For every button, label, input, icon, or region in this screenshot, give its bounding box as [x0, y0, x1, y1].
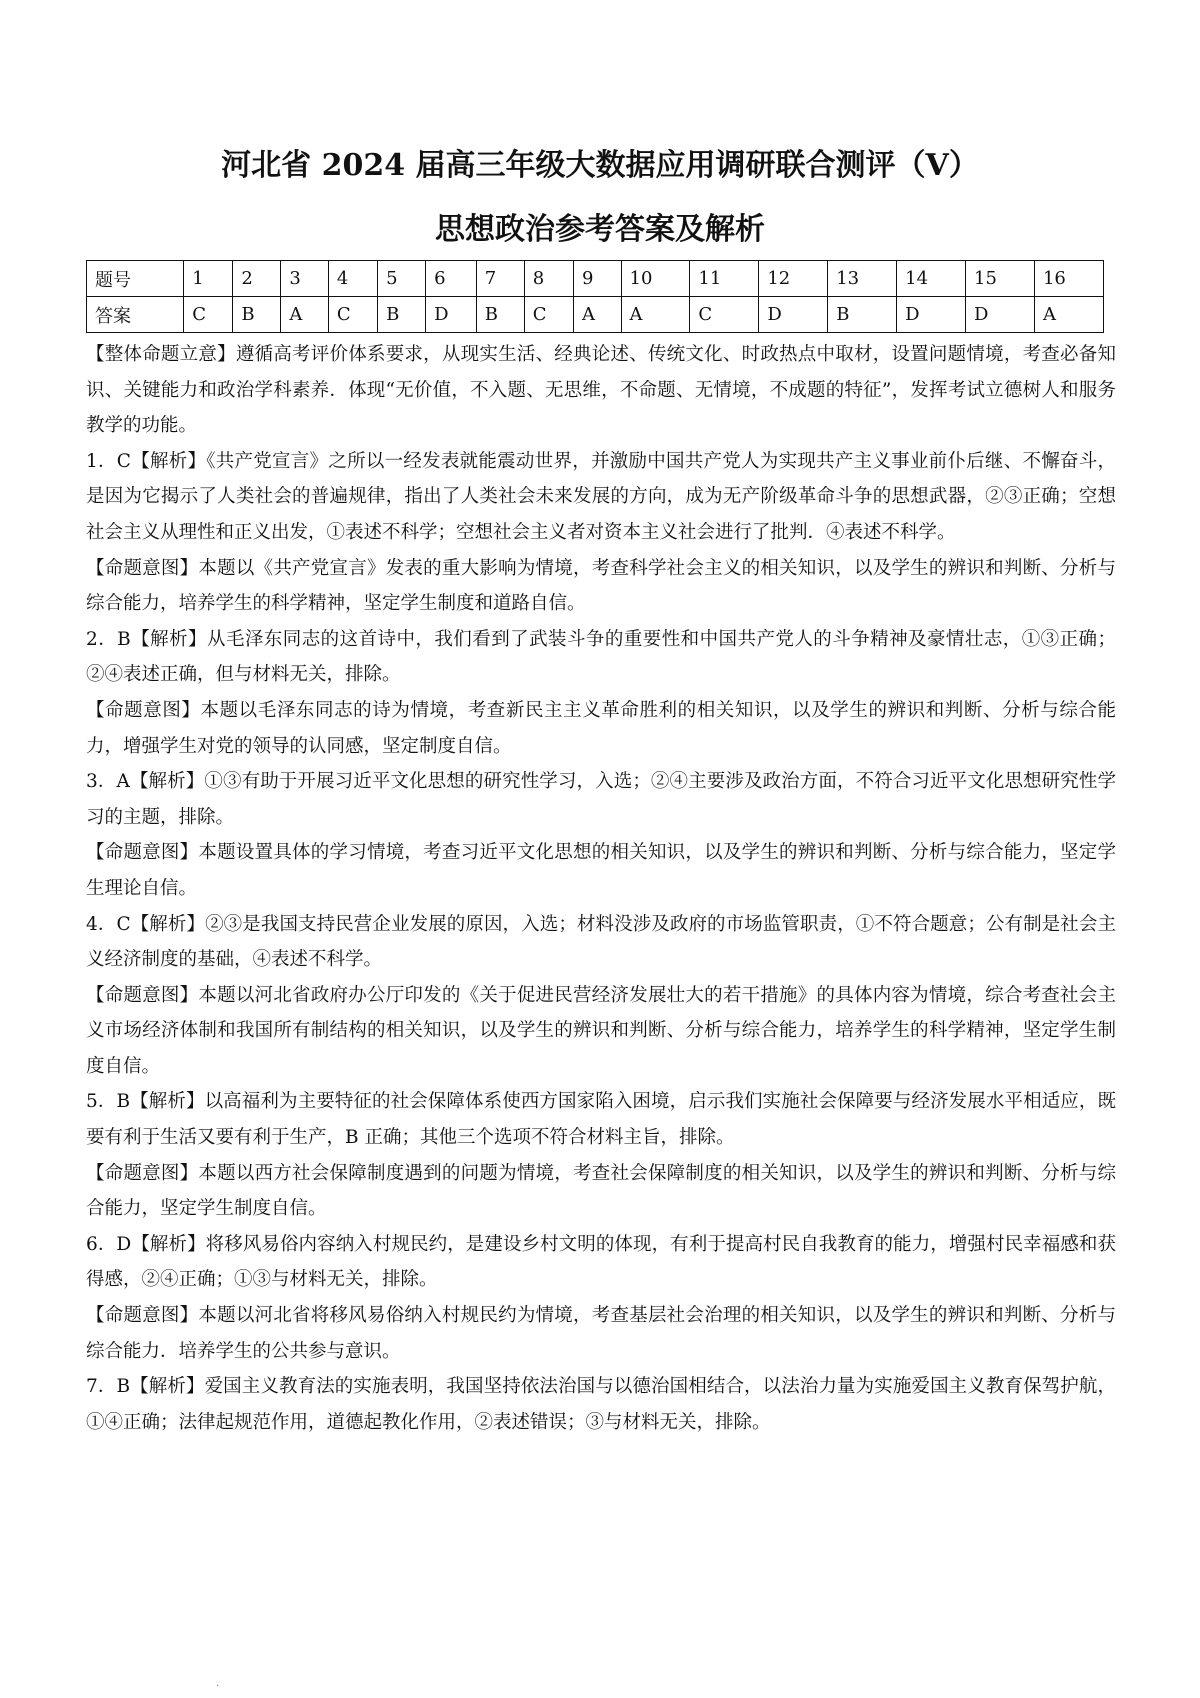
answer-cell: D: [759, 297, 828, 333]
answer-cell: A: [573, 297, 621, 333]
question-number-row: [87, 261, 1104, 297]
question-number-cell: 11: [690, 261, 759, 297]
document-title: 河北省 2024 届高三年级大数据应用调研联合测评（Ⅴ）: [221, 148, 979, 183]
question-number-cell: 1: [184, 261, 233, 297]
answer-cell: B: [828, 297, 897, 333]
question-number-cell: 9: [573, 261, 621, 297]
explanation-paragraph: 4．C【解析】②③是我国支持民营企业发展的原因，入选；材料没涉及政府的市场监管职责，①不符合题意；公有制是社会主义经济制度的基础，④表述不科学。: [86, 913, 1116, 971]
intent-paragraph: 【命题意图】本题以河北省政府办公厅印发的《关于促进民营经济发展壮大的若干措施》的具体内容为情境，综合考查社会主义市场经济体制和我国所有制结构的相关知识，以及学生的辨识和判断、分析与综合能力，培养学生的科学精神，坚定学生制度自信。: [86, 984, 1116, 1077]
question-number-cell: 14: [897, 261, 966, 297]
answer-cell: D: [966, 297, 1035, 333]
page-mark-dot: .: [216, 1678, 220, 1689]
answer-cell: C: [690, 297, 759, 333]
question-number-cell: 2: [233, 261, 281, 297]
answer-cell: D: [426, 297, 477, 333]
answer-table: [86, 260, 1104, 333]
question-number-cell: 12: [759, 261, 828, 297]
question-number-cell: 7: [476, 261, 524, 297]
answer-cell: D: [897, 297, 966, 333]
answer-cell: A: [621, 297, 690, 333]
overall-intent-paragraph: 【整体命题立意】遵循高考评价体系要求，从现实生活、经典论述、传统文化、时政热点中取材，设置问题情境，考查必备知识、关键能力和政治学科素养．体现“无价值，不入题、无思维，不命题、无情境，不成题的特征”，发挥考试立德树人和服务教学的功能。: [86, 344, 1116, 437]
intent-paragraph: 【命题意图】本题以河北省将移风易俗纳入村规民约为情境，考查基层社会治理的相关知识，以及学生的辨识和判断、分析与综合能力．培养学生的公共参与意识。: [86, 1305, 1116, 1362]
question-number-cell: 3: [281, 261, 329, 297]
question-number-cell: 15: [966, 261, 1035, 297]
row-label: 题号: [87, 261, 184, 297]
explanation-paragraph: 5．B【解析】以高福利为主要特征的社会保障体系使西方国家陷入困境，启示我们实施社会保障要与经济发展水平相适应，既要有利于生活又要有利于生产，B 正确；其他三个选项不符合材料主旨，排除。: [86, 1091, 1116, 1149]
explanation-paragraph: 2．B【解析】从毛泽东同志的这首诗中，我们看到了武装斗争的重要性和中国共产党人的斗争精神及豪情壮志，①③正确；②④表述正确，但与材料无关，排除。: [86, 628, 1116, 686]
answer-cell: C: [184, 297, 233, 333]
answer-row: [87, 297, 1104, 333]
question-number-cell: 8: [524, 261, 573, 297]
answer-cell: B: [378, 297, 426, 333]
question-number-cell: 16: [1034, 261, 1103, 297]
answer-cell: C: [524, 297, 573, 333]
intent-paragraph: 【命题意图】本题以西方社会保障制度遇到的问题为情境，考查社会保障制度的相关知识，以及学生的辨识和判断、分析与综合能力，坚定学生制度自信。: [86, 1162, 1116, 1220]
question-number-cell: 10: [621, 261, 690, 297]
explanation-paragraph: 3．A【解析】①③有助于开展习近平文化思想的研究性学习，入选；②④主要涉及政治方面，不符合习近平文化思想研究性学习的主题，排除。: [86, 771, 1116, 828]
explanation-paragraph: 7．B【解析】爱国主义教育法的实施表明，我国坚持依法治国与以德治国相结合，以法治力量为实施爱国主义教育保驾护航，①④正确；法律起规范作用，道德起教化作用，②表述错误；③与材料无关，排除。: [86, 1376, 1116, 1433]
answer-cell: B: [233, 297, 281, 333]
answer-cell: A: [281, 297, 329, 333]
question-number-cell: 5: [378, 261, 426, 297]
answer-cell: B: [476, 297, 524, 333]
question-number-cell: 13: [828, 261, 897, 297]
question-number-cell: 4: [328, 261, 377, 297]
intent-paragraph: 【命题意图】本题以《共产党宣言》发表的重大影响为情境，考查科学社会主义的相关知识，以及学生的辨识和判断、分析与综合能力，培养学生的科学精神，坚定学生制度和道路自信。: [86, 557, 1116, 615]
question-number-cell: 6: [426, 261, 477, 297]
answer-cell: C: [328, 297, 377, 333]
explanation-body: [86, 337, 1116, 1440]
answer-cell: A: [1034, 297, 1103, 333]
explanation-paragraph: 6．D【解析】将移风易俗内容纳入村规民约，是建设乡村文明的体现，有利于提高村民自我教育的能力，增强村民幸福感和获得感，②④正确；①③与材料无关，排除。: [86, 1233, 1116, 1291]
document-subtitle: 思想政治参考答案及解析: [435, 212, 765, 247]
row-label: 答案: [87, 297, 184, 333]
intent-paragraph: 【命题意图】本题以毛泽东同志的诗为情境，考查新民主主义革命胜利的相关知识，以及学生的辨识和判断、分析与综合能力，增强学生对党的领导的认同感，坚定制度自信。: [86, 699, 1116, 757]
explanation-paragraph: 1．C【解析】《共产党宣言》之所以一经发表就能震动世界，并激励中国共产党人为实现共产主义事业前仆后继、不懈奋斗，是因为它揭示了人类社会的普遍规律，指出了人类社会未来发展的方向，成为无产阶级革命斗争的思想武器，②③正确；空想社会主义从理性和正义出发，①表述不科学；空想社会主义者对资本主义社会进行了批判．④表述不科学。: [86, 450, 1116, 543]
intent-paragraph: 【命题意图】本题设置具体的学习情境，考查习近平文化思想的相关知识，以及学生的辨识和判断、分析与综合能力，坚定学生理论自信。: [86, 842, 1116, 899]
